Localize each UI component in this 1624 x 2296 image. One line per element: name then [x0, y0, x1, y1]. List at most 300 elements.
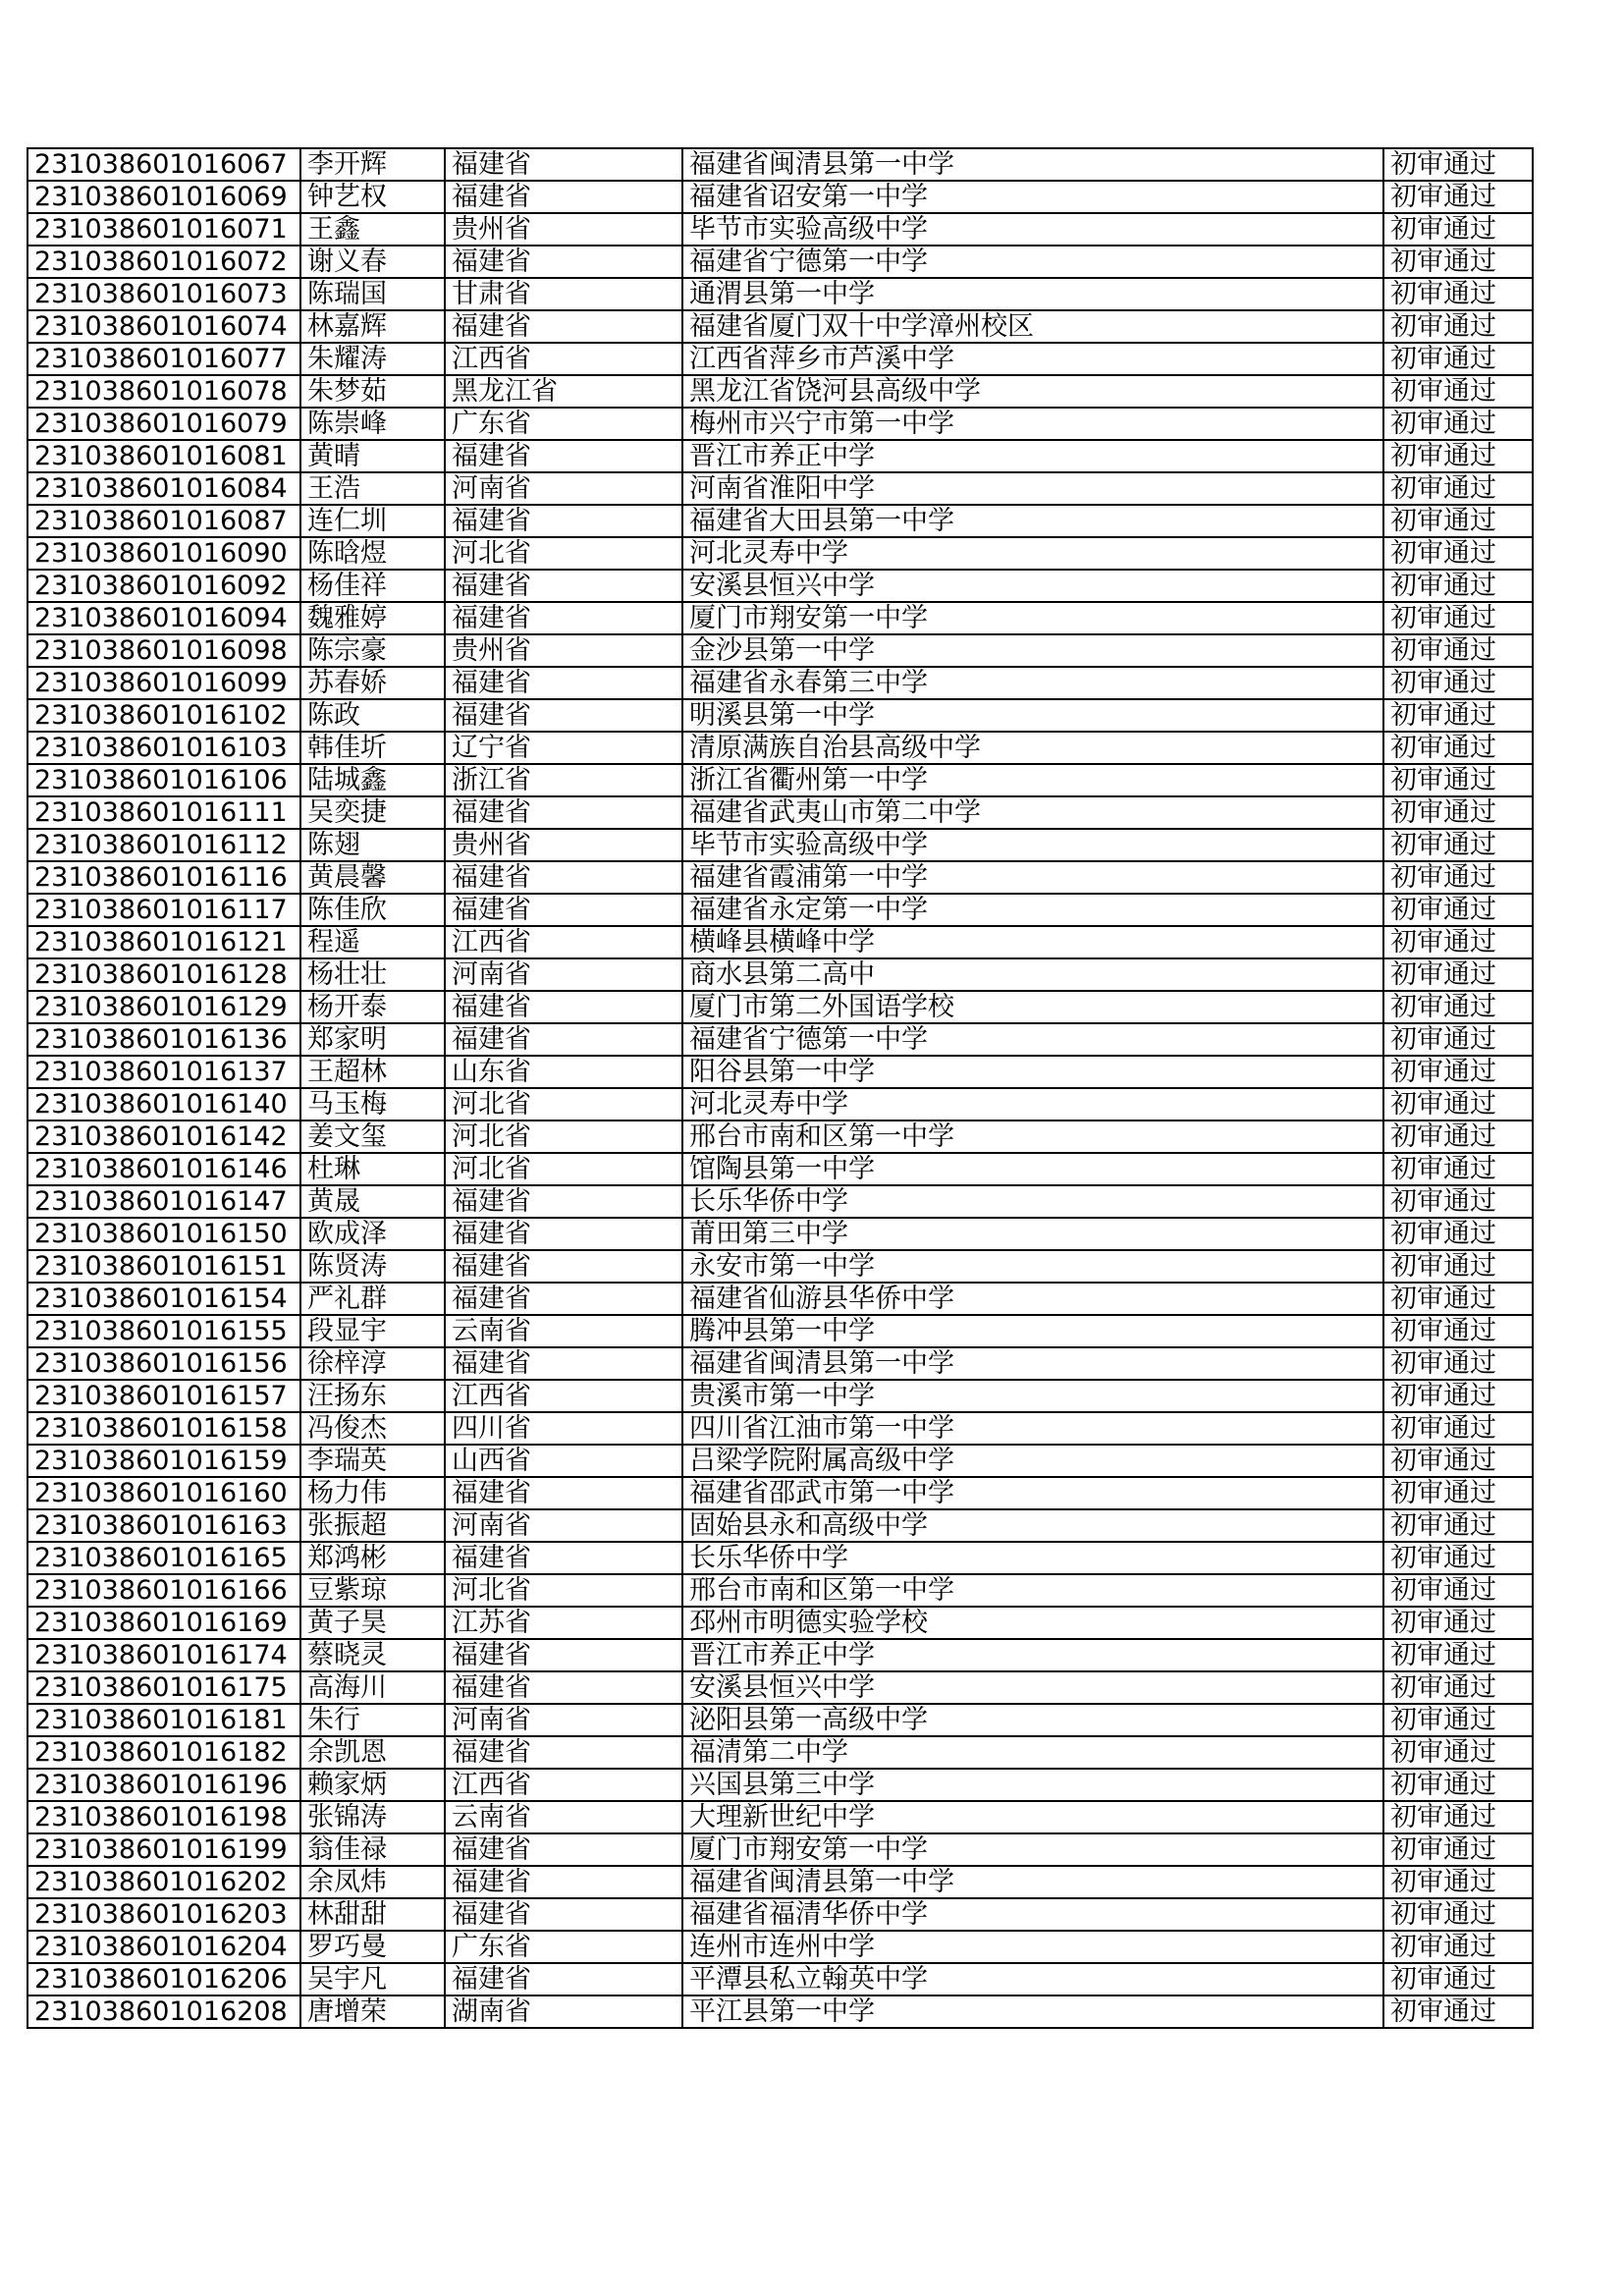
province-cell: 福建省 [445, 991, 682, 1023]
school-cell: 福建省永春第三中学 [682, 667, 1383, 699]
applicant-table [27, 147, 1534, 2029]
exam-id-cell: 231038601016111 [27, 796, 300, 829]
province-cell: 福建省 [445, 1671, 682, 1704]
exam-id-cell: 231038601016121 [27, 926, 300, 958]
province-cell: 河北省 [445, 1088, 682, 1121]
exam-id-cell: 231038601016077 [27, 343, 300, 375]
exam-id-cell: 231038601016098 [27, 634, 300, 667]
name-cell: 杨佳祥 [300, 570, 445, 602]
name-cell: 陈佳欣 [300, 894, 445, 926]
school-cell: 平江县第一中学 [682, 1995, 1383, 2028]
exam-id-cell: 231038601016074 [27, 310, 300, 343]
school-cell: 福建省武夷山市第二中学 [682, 796, 1383, 829]
school-cell: 晋江市养正中学 [682, 1639, 1383, 1671]
name-cell: 余凤炜 [300, 1866, 445, 1898]
table-row [27, 1671, 1533, 1704]
province-cell: 河南省 [445, 472, 682, 505]
school-cell: 梅州市兴宁市第一中学 [682, 408, 1383, 440]
province-cell: 福建省 [445, 894, 682, 926]
province-cell: 福建省 [445, 1866, 682, 1898]
status-cell: 初审通过 [1383, 667, 1533, 699]
province-cell: 福建省 [445, 796, 682, 829]
school-cell: 邳州市明德实验学校 [682, 1607, 1383, 1639]
name-cell: 杨壮壮 [300, 958, 445, 991]
status-cell: 初审通过 [1383, 602, 1533, 634]
table-row [27, 1347, 1533, 1380]
table-row [27, 1995, 1533, 2028]
table-row [27, 926, 1533, 958]
school-cell: 安溪县恒兴中学 [682, 1671, 1383, 1704]
table-row [27, 181, 1533, 213]
exam-id-cell: 231038601016084 [27, 472, 300, 505]
province-cell: 福建省 [445, 1250, 682, 1283]
province-cell: 辽宁省 [445, 732, 682, 764]
exam-id-cell: 231038601016206 [27, 1963, 300, 1995]
province-cell: 江西省 [445, 1380, 682, 1412]
table-row [27, 1250, 1533, 1283]
table-row [27, 1898, 1533, 1931]
province-cell: 江西省 [445, 926, 682, 958]
status-cell: 初审通过 [1383, 246, 1533, 278]
province-cell: 福建省 [445, 1542, 682, 1574]
province-cell: 浙江省 [445, 764, 682, 796]
province-cell: 福建省 [445, 1963, 682, 1995]
province-cell: 福建省 [445, 505, 682, 537]
exam-id-cell: 231038601016159 [27, 1445, 300, 1477]
table-row [27, 1088, 1533, 1121]
exam-id-cell: 231038601016069 [27, 181, 300, 213]
table-row [27, 1218, 1533, 1250]
exam-id-cell: 231038601016116 [27, 861, 300, 894]
table-row [27, 505, 1533, 537]
exam-id-cell: 231038601016208 [27, 1995, 300, 2028]
table-row [27, 699, 1533, 732]
exam-id-cell: 231038601016090 [27, 537, 300, 570]
table-row [27, 958, 1533, 991]
province-cell: 云南省 [445, 1801, 682, 1833]
table-row [27, 1574, 1533, 1607]
status-cell: 初审通过 [1383, 699, 1533, 732]
province-cell: 湖南省 [445, 1995, 682, 2028]
exam-id-cell: 231038601016154 [27, 1283, 300, 1315]
province-cell: 甘肃省 [445, 278, 682, 310]
name-cell: 黄晴 [300, 440, 445, 472]
table-row [27, 1736, 1533, 1769]
table-row [27, 1963, 1533, 1995]
table-row [27, 1023, 1533, 1056]
status-cell: 初审通过 [1383, 1380, 1533, 1412]
school-cell: 厦门市翔安第一中学 [682, 602, 1383, 634]
school-cell: 福建省霞浦第一中学 [682, 861, 1383, 894]
province-cell: 福建省 [445, 602, 682, 634]
status-cell: 初审通过 [1383, 1121, 1533, 1153]
status-cell: 初审通过 [1383, 1347, 1533, 1380]
school-cell: 毕节市实验高级中学 [682, 829, 1383, 861]
province-cell: 福建省 [445, 1833, 682, 1866]
name-cell: 陈翅 [300, 829, 445, 861]
status-cell: 初审通过 [1383, 1931, 1533, 1963]
exam-id-cell: 231038601016158 [27, 1412, 300, 1445]
exam-id-cell: 231038601016147 [27, 1185, 300, 1218]
school-cell: 晋江市养正中学 [682, 440, 1383, 472]
exam-id-cell: 231038601016142 [27, 1121, 300, 1153]
name-cell: 杨开泰 [300, 991, 445, 1023]
province-cell: 河北省 [445, 1574, 682, 1607]
status-cell: 初审通过 [1383, 1671, 1533, 1704]
name-cell: 翁佳禄 [300, 1833, 445, 1866]
province-cell: 贵州省 [445, 829, 682, 861]
table-row [27, 1477, 1533, 1509]
name-cell: 王鑫 [300, 213, 445, 246]
name-cell: 赖家炳 [300, 1769, 445, 1801]
status-cell: 初审通过 [1383, 1769, 1533, 1801]
status-cell: 初审通过 [1383, 1801, 1533, 1833]
exam-id-cell: 231038601016103 [27, 732, 300, 764]
status-cell: 初审通过 [1383, 958, 1533, 991]
school-cell: 长乐华侨中学 [682, 1185, 1383, 1218]
province-cell: 福建省 [445, 440, 682, 472]
school-cell: 横峰县横峰中学 [682, 926, 1383, 958]
status-cell: 初审通过 [1383, 1736, 1533, 1769]
exam-id-cell: 231038601016106 [27, 764, 300, 796]
status-cell: 初审通过 [1383, 1445, 1533, 1477]
table-row [27, 1769, 1533, 1801]
exam-id-cell: 231038601016137 [27, 1056, 300, 1088]
status-cell: 初审通过 [1383, 1542, 1533, 1574]
exam-id-cell: 231038601016094 [27, 602, 300, 634]
status-cell: 初审通过 [1383, 991, 1533, 1023]
exam-id-cell: 231038601016155 [27, 1315, 300, 1347]
table-row [27, 537, 1533, 570]
school-cell: 厦门市第二外国语学校 [682, 991, 1383, 1023]
school-cell: 福建省仙游县华侨中学 [682, 1283, 1383, 1315]
status-cell: 初审通过 [1383, 1866, 1533, 1898]
name-cell: 程遥 [300, 926, 445, 958]
name-cell: 豆紫琼 [300, 1574, 445, 1607]
school-cell: 邢台市南和区第一中学 [682, 1574, 1383, 1607]
exam-id-cell: 231038601016071 [27, 213, 300, 246]
name-cell: 姜文玺 [300, 1121, 445, 1153]
exam-id-cell: 231038601016156 [27, 1347, 300, 1380]
name-cell: 吴宇凡 [300, 1963, 445, 1995]
province-cell: 河北省 [445, 1153, 682, 1185]
table-row [27, 634, 1533, 667]
applicant-table-body [27, 148, 1533, 2028]
school-cell: 腾冲县第一中学 [682, 1315, 1383, 1347]
school-cell: 邢台市南和区第一中学 [682, 1121, 1383, 1153]
table-row [27, 732, 1533, 764]
status-cell: 初审通过 [1383, 1639, 1533, 1671]
table-row [27, 829, 1533, 861]
school-cell: 江西省萍乡市芦溪中学 [682, 343, 1383, 375]
name-cell: 林甜甜 [300, 1898, 445, 1931]
status-cell: 初审通过 [1383, 310, 1533, 343]
table-row [27, 1121, 1533, 1153]
school-cell: 福建省邵武市第一中学 [682, 1477, 1383, 1509]
name-cell: 段显宇 [300, 1315, 445, 1347]
name-cell: 郑鸿彬 [300, 1542, 445, 1574]
exam-id-cell: 231038601016073 [27, 278, 300, 310]
status-cell: 初审通过 [1383, 1088, 1533, 1121]
status-cell: 初审通过 [1383, 1574, 1533, 1607]
status-cell: 初审通过 [1383, 1963, 1533, 1995]
status-cell: 初审通过 [1383, 1412, 1533, 1445]
school-cell: 福清第二中学 [682, 1736, 1383, 1769]
school-cell: 福建省诏安第一中学 [682, 181, 1383, 213]
exam-id-cell: 231038601016165 [27, 1542, 300, 1574]
name-cell: 蔡晓灵 [300, 1639, 445, 1671]
table-row [27, 1315, 1533, 1347]
province-cell: 贵州省 [445, 634, 682, 667]
name-cell: 陈宗豪 [300, 634, 445, 667]
status-cell: 初审通过 [1383, 570, 1533, 602]
table-row [27, 796, 1533, 829]
province-cell: 河北省 [445, 1121, 682, 1153]
table-row [27, 1185, 1533, 1218]
exam-id-cell: 231038601016067 [27, 148, 300, 181]
exam-id-cell: 231038601016163 [27, 1509, 300, 1542]
status-cell: 初审通过 [1383, 1056, 1533, 1088]
status-cell: 初审通过 [1383, 829, 1533, 861]
exam-id-cell: 231038601016078 [27, 375, 300, 408]
status-cell: 初审通过 [1383, 1607, 1533, 1639]
province-cell: 贵州省 [445, 213, 682, 246]
school-cell: 安溪县恒兴中学 [682, 570, 1383, 602]
exam-id-cell: 231038601016202 [27, 1866, 300, 1898]
name-cell: 王超林 [300, 1056, 445, 1088]
table-row [27, 310, 1533, 343]
school-cell: 阳谷县第一中学 [682, 1056, 1383, 1088]
table-row [27, 1445, 1533, 1477]
name-cell: 罗巧曼 [300, 1931, 445, 1963]
province-cell: 福建省 [445, 1023, 682, 1056]
table-row [27, 1801, 1533, 1833]
exam-id-cell: 231038601016199 [27, 1833, 300, 1866]
exam-id-cell: 231038601016182 [27, 1736, 300, 1769]
exam-id-cell: 231038601016160 [27, 1477, 300, 1509]
exam-id-cell: 231038601016129 [27, 991, 300, 1023]
province-cell: 福建省 [445, 1185, 682, 1218]
province-cell: 广东省 [445, 408, 682, 440]
province-cell: 福建省 [445, 1477, 682, 1509]
name-cell: 黄晨馨 [300, 861, 445, 894]
province-cell: 福建省 [445, 699, 682, 732]
school-cell: 福建省厦门双十中学漳州校区 [682, 310, 1383, 343]
status-cell: 初审通过 [1383, 213, 1533, 246]
name-cell: 王浩 [300, 472, 445, 505]
status-cell: 初审通过 [1383, 861, 1533, 894]
name-cell: 林嘉辉 [300, 310, 445, 343]
school-cell: 长乐华侨中学 [682, 1542, 1383, 1574]
name-cell: 杜琳 [300, 1153, 445, 1185]
province-cell: 福建省 [445, 1283, 682, 1315]
school-cell: 泌阳县第一高级中学 [682, 1704, 1383, 1736]
name-cell: 魏雅婷 [300, 602, 445, 634]
school-cell: 永安市第一中学 [682, 1250, 1383, 1283]
table-row [27, 667, 1533, 699]
table-row [27, 213, 1533, 246]
exam-id-cell: 231038601016146 [27, 1153, 300, 1185]
status-cell: 初审通过 [1383, 1315, 1533, 1347]
school-cell: 连州市连州中学 [682, 1931, 1383, 1963]
table-row [27, 991, 1533, 1023]
school-cell: 福建省大田县第一中学 [682, 505, 1383, 537]
name-cell: 朱耀涛 [300, 343, 445, 375]
province-cell: 河南省 [445, 958, 682, 991]
table-row [27, 1509, 1533, 1542]
name-cell: 陈瑞国 [300, 278, 445, 310]
table-row [27, 375, 1533, 408]
province-cell: 福建省 [445, 1898, 682, 1931]
table-row [27, 1931, 1533, 1963]
exam-id-cell: 231038601016157 [27, 1380, 300, 1412]
school-cell: 浙江省衢州第一中学 [682, 764, 1383, 796]
school-cell: 吕梁学院附属高级中学 [682, 1445, 1383, 1477]
name-cell: 陈政 [300, 699, 445, 732]
status-cell: 初审通过 [1383, 343, 1533, 375]
table-row [27, 343, 1533, 375]
table-row [27, 408, 1533, 440]
school-cell: 清原满族自治县高级中学 [682, 732, 1383, 764]
school-cell: 四川省江油市第一中学 [682, 1412, 1383, 1445]
province-cell: 广东省 [445, 1931, 682, 1963]
table-row [27, 1153, 1533, 1185]
status-cell: 初审通过 [1383, 1833, 1533, 1866]
exam-id-cell: 231038601016169 [27, 1607, 300, 1639]
status-cell: 初审通过 [1383, 1509, 1533, 1542]
exam-id-cell: 231038601016092 [27, 570, 300, 602]
school-cell: 福建省宁德第一中学 [682, 246, 1383, 278]
name-cell: 韩佳圻 [300, 732, 445, 764]
name-cell: 黄子昊 [300, 1607, 445, 1639]
table-row [27, 1704, 1533, 1736]
exam-id-cell: 231038601016081 [27, 440, 300, 472]
school-cell: 黑龙江省饶河县高级中学 [682, 375, 1383, 408]
table-row [27, 278, 1533, 310]
name-cell: 连仁圳 [300, 505, 445, 537]
status-cell: 初审通过 [1383, 1477, 1533, 1509]
exam-id-cell: 231038601016151 [27, 1250, 300, 1283]
province-cell: 山西省 [445, 1445, 682, 1477]
province-cell: 江苏省 [445, 1607, 682, 1639]
school-cell: 金沙县第一中学 [682, 634, 1383, 667]
province-cell: 福建省 [445, 570, 682, 602]
exam-id-cell: 231038601016174 [27, 1639, 300, 1671]
name-cell: 吴奕捷 [300, 796, 445, 829]
table-row [27, 1412, 1533, 1445]
status-cell: 初审通过 [1383, 1898, 1533, 1931]
exam-id-cell: 231038601016166 [27, 1574, 300, 1607]
school-cell: 福建省宁德第一中学 [682, 1023, 1383, 1056]
table-row [27, 148, 1533, 181]
school-cell: 固始县永和高级中学 [682, 1509, 1383, 1542]
province-cell: 山东省 [445, 1056, 682, 1088]
name-cell: 陈贤涛 [300, 1250, 445, 1283]
status-cell: 初审通过 [1383, 732, 1533, 764]
province-cell: 福建省 [445, 861, 682, 894]
school-cell: 河北灵寿中学 [682, 537, 1383, 570]
name-cell: 马玉梅 [300, 1088, 445, 1121]
exam-id-cell: 231038601016117 [27, 894, 300, 926]
status-cell: 初审通过 [1383, 1153, 1533, 1185]
school-cell: 兴国县第三中学 [682, 1769, 1383, 1801]
name-cell: 黄晟 [300, 1185, 445, 1218]
school-cell: 平潭县私立翰英中学 [682, 1963, 1383, 1995]
name-cell: 张振超 [300, 1509, 445, 1542]
province-cell: 江西省 [445, 343, 682, 375]
table-row [27, 1380, 1533, 1412]
province-cell: 江西省 [445, 1769, 682, 1801]
name-cell: 严礼群 [300, 1283, 445, 1315]
school-cell: 福建省福清华侨中学 [682, 1898, 1383, 1931]
school-cell: 福建省闽清县第一中学 [682, 1347, 1383, 1380]
exam-id-cell: 231038601016128 [27, 958, 300, 991]
table-row [27, 246, 1533, 278]
status-cell: 初审通过 [1383, 1995, 1533, 2028]
exam-id-cell: 231038601016175 [27, 1671, 300, 1704]
exam-id-cell: 231038601016198 [27, 1801, 300, 1833]
province-cell: 福建省 [445, 667, 682, 699]
name-cell: 陈崇峰 [300, 408, 445, 440]
exam-id-cell: 231038601016112 [27, 829, 300, 861]
status-cell: 初审通过 [1383, 1704, 1533, 1736]
status-cell: 初审通过 [1383, 796, 1533, 829]
province-cell: 福建省 [445, 310, 682, 343]
province-cell: 河北省 [445, 537, 682, 570]
name-cell: 汪扬东 [300, 1380, 445, 1412]
school-cell: 通渭县第一中学 [682, 278, 1383, 310]
school-cell: 贵溪市第一中学 [682, 1380, 1383, 1412]
exam-id-cell: 231038601016136 [27, 1023, 300, 1056]
status-cell: 初审通过 [1383, 472, 1533, 505]
status-cell: 初审通过 [1383, 1185, 1533, 1218]
name-cell: 钟艺权 [300, 181, 445, 213]
province-cell: 福建省 [445, 1218, 682, 1250]
table-row [27, 1542, 1533, 1574]
school-cell: 莆田第三中学 [682, 1218, 1383, 1250]
name-cell: 陈晗煜 [300, 537, 445, 570]
table-row [27, 440, 1533, 472]
province-cell: 黑龙江省 [445, 375, 682, 408]
table-row [27, 1056, 1533, 1088]
name-cell: 徐梓淳 [300, 1347, 445, 1380]
school-cell: 福建省永定第一中学 [682, 894, 1383, 926]
name-cell: 朱行 [300, 1704, 445, 1736]
name-cell: 苏春娇 [300, 667, 445, 699]
school-cell: 馆陶县第一中学 [682, 1153, 1383, 1185]
name-cell: 杨力伟 [300, 1477, 445, 1509]
status-cell: 初审通过 [1383, 148, 1533, 181]
exam-id-cell: 231038601016087 [27, 505, 300, 537]
table-row [27, 1607, 1533, 1639]
table-row [27, 894, 1533, 926]
status-cell: 初审通过 [1383, 634, 1533, 667]
name-cell: 李瑞英 [300, 1445, 445, 1477]
exam-id-cell: 231038601016203 [27, 1898, 300, 1931]
name-cell: 陆城鑫 [300, 764, 445, 796]
table-row [27, 472, 1533, 505]
status-cell: 初审通过 [1383, 1250, 1533, 1283]
province-cell: 福建省 [445, 1347, 682, 1380]
school-cell: 大理新世纪中学 [682, 1801, 1383, 1833]
table-row [27, 1639, 1533, 1671]
name-cell: 张锦涛 [300, 1801, 445, 1833]
table-row [27, 861, 1533, 894]
status-cell: 初审通过 [1383, 505, 1533, 537]
name-cell: 欧成泽 [300, 1218, 445, 1250]
exam-id-cell: 231038601016196 [27, 1769, 300, 1801]
status-cell: 初审通过 [1383, 408, 1533, 440]
